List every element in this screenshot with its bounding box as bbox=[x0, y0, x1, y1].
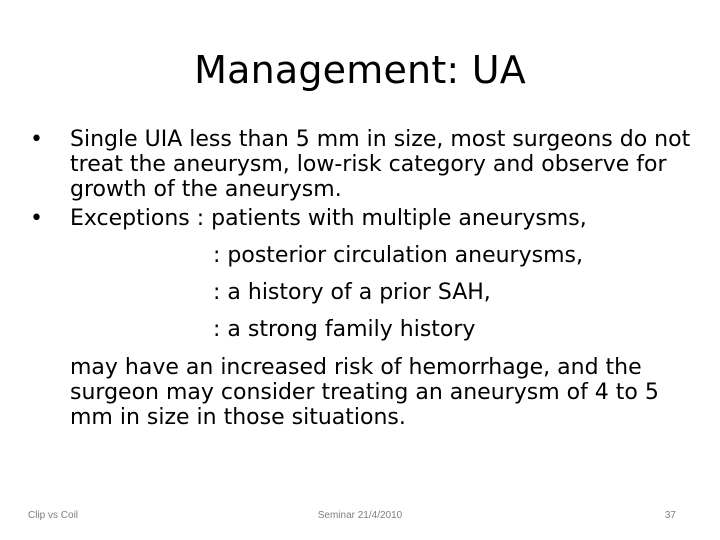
footer-left-text: Clip vs Coil bbox=[28, 510, 79, 521]
bullet-item-single-uia bbox=[22, 127, 702, 202]
exceptions-note: may have an increased risk of hemorrhage, and the surgeon may consider treating an aneurysm of 4 to 5 mm in size in those situations. bbox=[70, 355, 659, 430]
bullet-marker: • bbox=[30, 127, 43, 152]
exception-item-family-history: : a strong family history bbox=[213, 317, 476, 342]
exceptions-lead-text: Exceptions : patients with multiple aneurysms, bbox=[70, 206, 587, 231]
bullet-item-exceptions bbox=[22, 206, 702, 231]
slide-title: Management: UA bbox=[194, 48, 526, 92]
exception-item-posterior: : posterior circulation aneurysms, bbox=[213, 243, 583, 268]
slide-content bbox=[22, 127, 702, 430]
exception-item-prior-sah: : a history of a prior SAH, bbox=[213, 280, 491, 305]
footer-center-text: Seminar 21/4/2010 bbox=[317, 510, 403, 521]
bullet-marker: • bbox=[30, 206, 43, 231]
slide-number: 37 bbox=[664, 510, 676, 521]
bullet-text: Single UIA less than 5 mm in size, most surgeons do not treat the aneurysm, low-risk category and observe for growth of the aneurysm. bbox=[70, 127, 691, 202]
